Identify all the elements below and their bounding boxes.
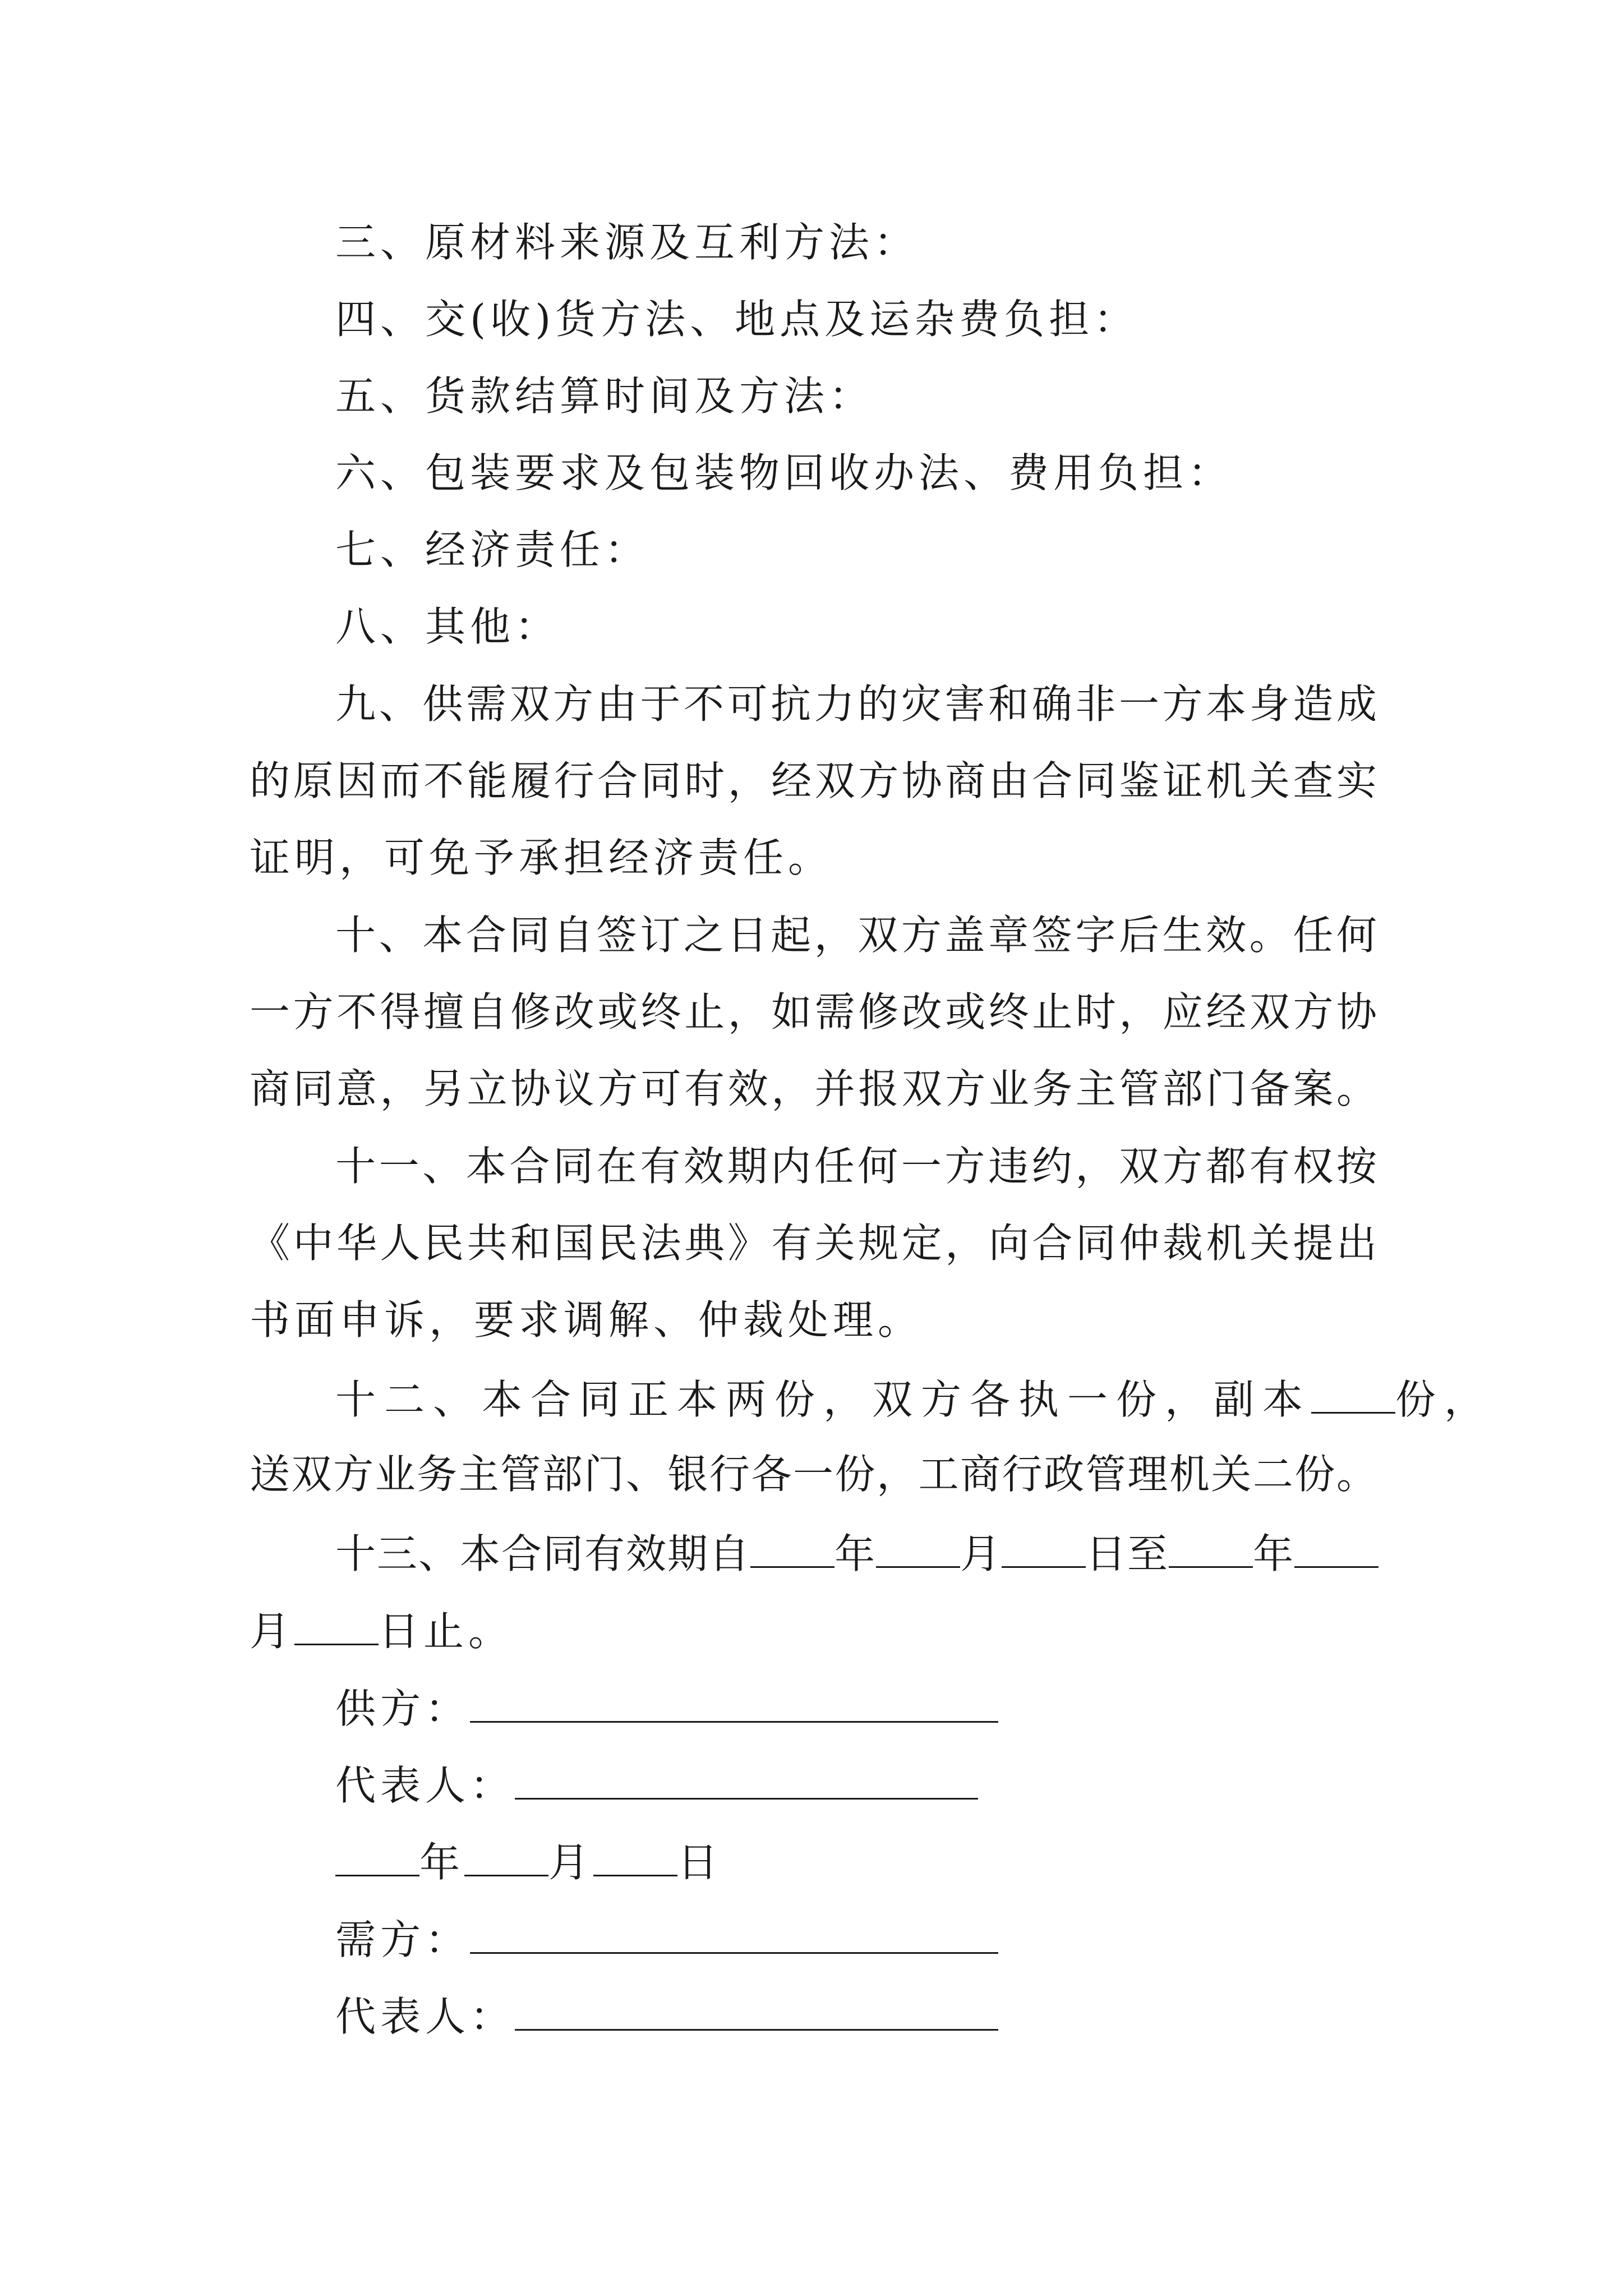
supplier-row xyxy=(335,1685,998,1732)
clause-10-line-2: 一方不得擅自修改或终止，如需修改或终止时，应经双方协 xyxy=(250,988,1377,1036)
day-to-label: 日至 xyxy=(1086,1530,1169,1577)
clause-13-line-2 xyxy=(250,1608,514,1655)
end-day-blank[interactable] xyxy=(294,1609,379,1645)
clause-7: 七、经济责任： xyxy=(335,526,650,573)
representative-label: 代表人： xyxy=(335,1993,515,2040)
buyer-blank[interactable] xyxy=(470,1917,998,1954)
clause-6: 六、包装要求及包装物回收办法、费用负担： xyxy=(335,449,1233,496)
clause-11-line-1: 十一、本合同在有效期内任何一方违约，双方都有权按 xyxy=(335,1143,1377,1190)
clause-12-line-1 xyxy=(335,1376,1493,1423)
date-year-blank[interactable] xyxy=(335,1840,419,1876)
date-row xyxy=(335,1839,723,1886)
start-month-blank[interactable] xyxy=(876,1531,960,1568)
clause-10-line-3: 商同意，另立协议方可有效，并报双方业务主管部门备案。 xyxy=(250,1065,1377,1112)
clause-13-text-b: 日止。 xyxy=(379,1608,514,1655)
clause-9-line-3: 证明，可免予承担经济责任。 xyxy=(250,834,833,881)
start-day-blank[interactable] xyxy=(1002,1531,1086,1568)
year-label: 年 xyxy=(1253,1530,1295,1577)
clause-9-line-2: 的原因而不能履行合同时，经双方协商由合同鉴证机关查实 xyxy=(250,757,1377,804)
buyer-representative-row xyxy=(335,1993,998,2040)
month-label: 月 xyxy=(250,1608,295,1655)
supplier-representative-row xyxy=(335,1762,978,1809)
clause-12-text-b: 份， xyxy=(1395,1376,1493,1423)
clause-13-line-1 xyxy=(335,1530,1378,1577)
date-month-blank[interactable] xyxy=(464,1840,548,1876)
start-year-blank[interactable] xyxy=(750,1531,834,1568)
clause-10-line-1: 十、本合同自签订之日起，双方盖章签字后生效。任何 xyxy=(335,912,1377,959)
clause-12-line-2: 送双方业务主管部门、银行各一份，工商行政管理机关二份。 xyxy=(250,1451,1377,1498)
date-year-label: 年 xyxy=(419,1839,465,1886)
clause-8: 八、其他： xyxy=(335,603,560,650)
date-day-label: 日 xyxy=(677,1839,723,1886)
clause-11-line-3: 书面申诉，要求调解、仲裁处理。 xyxy=(250,1296,923,1343)
month-label: 月 xyxy=(960,1530,1002,1577)
year-label: 年 xyxy=(834,1530,877,1577)
clause-4: 四、交(收)货方法、地点及运杂费负担： xyxy=(335,296,1139,343)
supplier-blank[interactable] xyxy=(470,1686,998,1723)
supplier-label: 供方： xyxy=(335,1685,471,1732)
buyer-label: 需方： xyxy=(335,1916,471,1963)
clause-9-line-1: 九、供需双方由于不可抗力的灾害和确非一方本身造成 xyxy=(335,680,1377,728)
end-month-blank[interactable] xyxy=(1294,1531,1378,1568)
end-year-blank[interactable] xyxy=(1169,1531,1253,1568)
clause-11-line-2: 《中华人民共和国民法典》有关规定，向合同仲裁机关提出 xyxy=(250,1220,1377,1267)
date-month-label: 月 xyxy=(548,1839,594,1886)
clause-3: 三、原材料来源及互利方法： xyxy=(335,219,919,266)
buyer-row xyxy=(335,1916,998,1963)
buyer-representative-blank[interactable] xyxy=(515,1994,998,2031)
clause-13-text-a: 十三、本合同有效期自 xyxy=(335,1530,751,1577)
representative-label: 代表人： xyxy=(335,1762,515,1809)
supplier-representative-blank[interactable] xyxy=(515,1763,978,1800)
clause-12-text-a: 十二、本合同正本两份，双方各执一份，副本 xyxy=(335,1376,1312,1423)
copies-blank[interactable] xyxy=(1311,1377,1395,1414)
clause-5: 五、货款结算时间及方法： xyxy=(335,372,874,420)
date-day-blank[interactable] xyxy=(593,1840,677,1876)
